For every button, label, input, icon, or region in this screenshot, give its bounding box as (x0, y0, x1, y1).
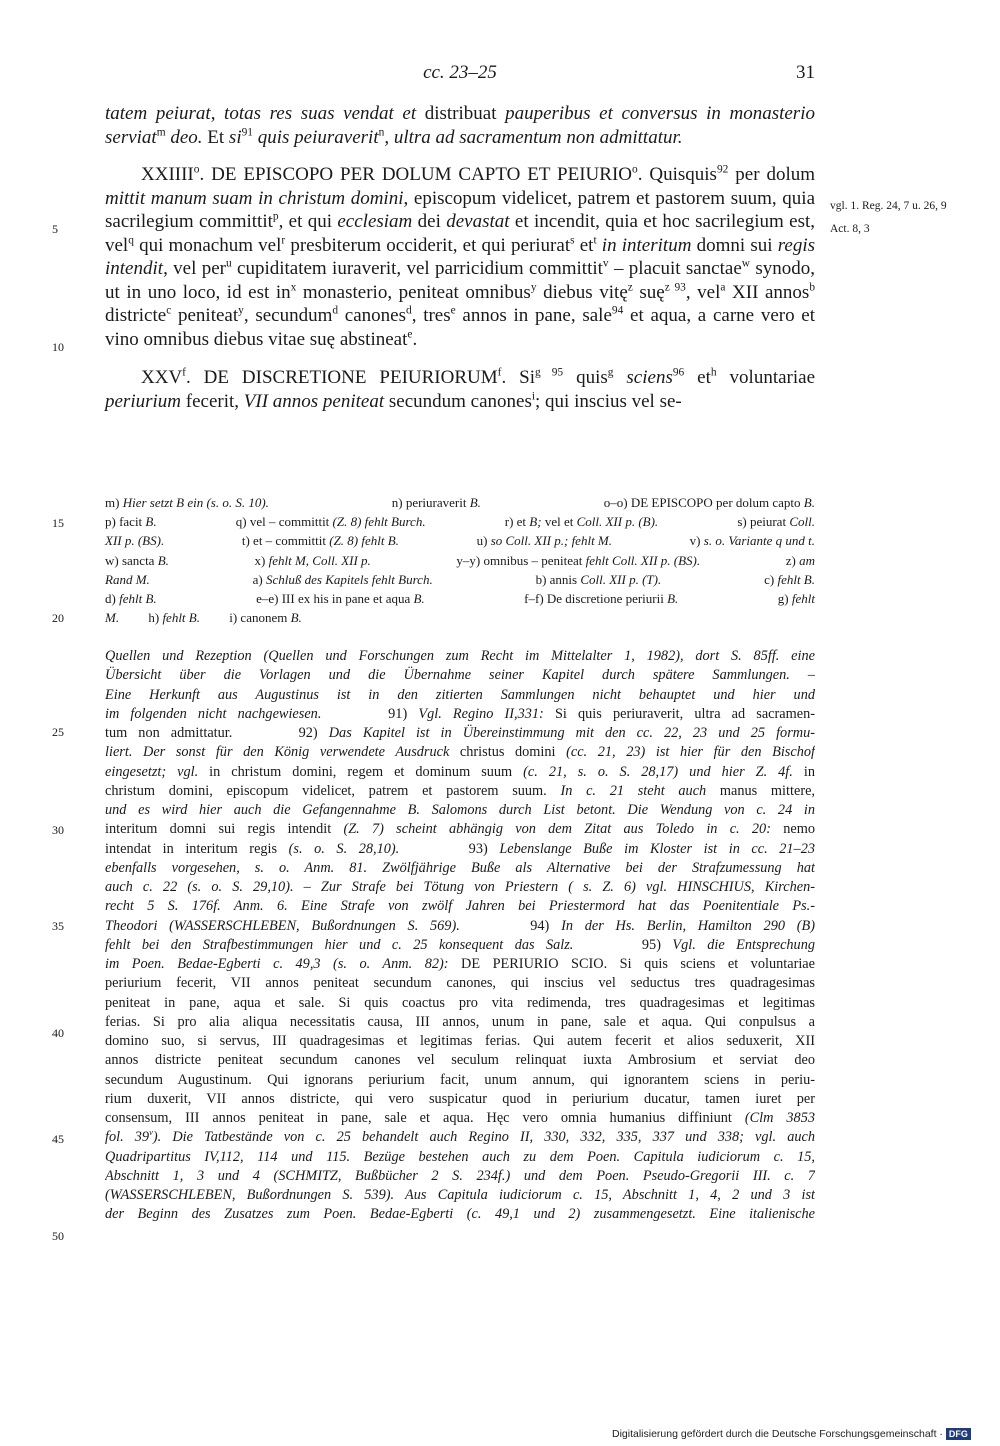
line-number: 50 (52, 1229, 64, 1243)
dfg-footer (612, 1428, 971, 1440)
note-line: Quellen und Rezeption (Quellen und Forschungen zum Recht im Mittelalter 1, 1982), dort S. 85ff. eine (105, 648, 815, 664)
line-number: 45 (52, 1132, 64, 1146)
note-line: ferias. Si pro alia aliqua necessitatis causa, III annos, unum in pane, sale et aqua. Qui conpulsus a (105, 1013, 815, 1030)
note-line: recht 5 S. 176f. Anm. 6. Eine Strafe von zwölf Jahren bei Priestermord hat das Poenitentiale Ps.- (105, 898, 815, 915)
note-line: intendat in interitum regis (s. o. S. 28,10). 93) Lebenslange Buße im Kloster ist in cc. 21–23 (105, 840, 815, 857)
critical-apparatus (105, 493, 815, 627)
note-line: consensum, III annos peniteat in pane, sale et aqua. Hęc vero omnia humanius diffiniunt (Clm 3853 (105, 1110, 815, 1126)
page-number: 31 (796, 62, 815, 83)
apparatus-entry: t) et – committit (Z. 8) fehlt B. (241, 533, 399, 549)
apparatus-entry: g) fehlt (777, 591, 815, 607)
line-number: 5 (52, 222, 58, 236)
main-text (105, 102, 815, 413)
apparatus-entry: z) am (785, 552, 815, 568)
apparatus-entry: M. h) fehlt B. i) canonem B. (105, 610, 302, 626)
apparatus-entry: a) Schluß des Kapitels fehlt Burch. (252, 571, 433, 587)
note-line: periurium fecerit, VII annos peniteat secundum canones, qui inscius vel seductus tres quadragesimas (105, 975, 815, 992)
dfg-logo: DFG (946, 1428, 971, 1440)
note-line: peniteat in pane, aqua et sale. Si quis coactus pro vita redimenda, tres quadragesimas et legitimas (105, 994, 815, 1011)
line-number: 15 (52, 516, 64, 530)
apparatus-entry: r) et B; vel et Coll. XII p. (B). (504, 514, 659, 530)
commentary-notes (105, 647, 815, 1225)
note-line: Eine Herkunft aus Augustinus ist in den zitierten Sammlungen nicht behauptet und hier und (105, 686, 815, 703)
note-line: secundum Augustinum. Qui ignorans periurium facit, unum annum, qui ignorantem sciens in periu- (105, 1071, 815, 1088)
line-number: 30 (52, 823, 64, 837)
apparatus-entry: Rand M. (105, 571, 150, 587)
note-line: liert. Der sonst für den König verwendete Ausdruck christus domini (cc. 21, 23) ist hier für den Bischof (105, 744, 815, 761)
main-paragraph: XXIIII$^o$. DE EPISCOPO PER DOLUM CAPTO ET PEIURIO$^o$. Quisquis$^{92}$ per dolum mittit manum suam in christum domini, episcopum videlicet, patrem et pastorem suum, quia sacrilegium committit$^p$, et qui ecclesiam dei devastat et incendit, quia et hoc sacrilegium est, vel$^q$ qui monachum vel$^r$ presbiterum occiderit, et qui periurat$^s$ $et^t$ in interitum domni sui regis intendit, vel per$^u$ cupiditatem iuraverit, vel parricidium committit$^v$ – placuit sanctae$^w$ synodo, ut in uno loco, id est $in^x$ monasterio, peniteat omnibus$^y$ diebus vitę$^z$ suę$^{z 93}$, vel$^a$ XII annos$^b$ districte$^c$ peniteat$^y$, secundum$^d$ canones$^d$, tres$^e$ annos in pane, sale$^{94}$ et aqua, a carne vero et vino omnibus diebus vitae suę abstineat$^e$. (105, 163, 816, 350)
apparatus-line (105, 589, 815, 608)
note-line: auch c. 22 (s. o. S. 29,10). – Zur Strafe bei Tötung von Priestern ( s. Z. 6) vgl. HINSCHIUS, Kirchen- (105, 879, 815, 895)
apparatus-line (105, 608, 815, 627)
apparatus-line (105, 493, 815, 512)
main-paragraph: tatem peiurat, totas res suas vendat et distribuat pauperibus et conversus in monasterio serviat$^m$ deo. Et $si^{91}$ quis peiuraverit$^n$, ultra ad sacramentum non admittatur. (105, 103, 815, 148)
apparatus-entry: o–o) DE EPISCOPO per dolum capto B. (603, 495, 815, 510)
note-line: christum domini, episcopum videlicet, patrem et pastorem suum. In c. 21 steht auch manus mittere, (105, 782, 815, 799)
apparatus-entry: u) so Coll. XII p.; fehlt M. (476, 533, 613, 549)
line-number: 20 (52, 611, 64, 625)
apparatus-entry: e–e) III ex his in pane et aqua B. (256, 591, 425, 607)
apparatus-entry: y–y) omnibus – peniteat fehlt Coll. XII p. (BS). (456, 552, 701, 568)
note-line: Übersicht über die Vorlagen und die Übernahme seiner Kapitel durch spätere Sammlungen. – (105, 667, 815, 684)
running-head (105, 62, 815, 86)
apparatus-line (105, 551, 815, 570)
note-line: im folgenden nicht nachgewiesen. 91) Vgl. Regino II,331: Si quis periuraverit, ultra ad sacramen- (105, 705, 815, 722)
note-line: ebenfalls vorgesehen, s. o. Anm. 81. Zwölfjährige Buße als Alternative bei der Strafzumessung hat (105, 859, 815, 876)
apparatus-line (105, 512, 815, 531)
apparatus-entry: s) peiurat Coll. (737, 514, 815, 530)
running-head-title: cc. 23–25 (423, 62, 497, 83)
note-line: fehlt bei den Strafbestimmungen hier und c. 25 konsequent das Salz. 95) Vgl. die Entsprechung (105, 936, 815, 953)
line-number: 35 (52, 919, 64, 933)
note-line: Abschnitt 1, 3 und 4 (SCHMITZ, Bußbücher 2 S. 234f.) und dem Poen. Pseudo-Gregorii III. c. 7 (105, 1167, 815, 1184)
apparatus-entry: d) fehlt B. (105, 591, 157, 607)
line-number: 10 (52, 340, 64, 354)
note-line: fol. 39$^v$). Die Tatbestände von c. 25 behandelt auch Regino II, 330, 332, 335, 337 und 338; vgl. auch (105, 1128, 815, 1146)
note-line: der Beginn des Zusatzes zum Poen. Bedae-Egberti (c. 49,1 und 2) zusammengesetzt. Eine italienische (105, 1206, 815, 1223)
margin-reference: vgl. 1. Reg. 24, 7 u. 26, 9 (830, 200, 947, 212)
apparatus-entry: v) s. o. Variante q und t. (689, 533, 815, 549)
apparatus-entry: n) periuraverit B. (391, 495, 481, 510)
footer-text: Digitalisierung gefördert durch die Deutsche Forschungsgemeinschaft · (612, 1428, 943, 1440)
apparatus-entry: b) annis Coll. XII p. (T). (535, 571, 662, 587)
apparatus-line (105, 570, 815, 589)
apparatus-entry: m) Hier setzt B ein (s. o. S. 10). (105, 495, 269, 510)
note-line: domino suo, si servus, III quadragesimas et legitimas ferias. Qui autem fecerit et alios seduxerit, XII (105, 1033, 815, 1049)
note-line: (WASSERSCHLEBEN, Bußordnungen S. 539). Aus Capitula iudiciorum c. 15, Abschnitt 1, 4, 2 und 3 ist (105, 1187, 815, 1203)
note-line: im Poen. Bedae-Egberti c. 49,3 (s. o. Anm. 82): DE PERIURIO SCIO. Si quis sciens et voluntariae (105, 956, 815, 972)
note-line: annos districte peniteat secundum canones vel seculum relinquat iuxta Ambrosium et serviat deo (105, 1052, 815, 1069)
apparatus-entry: f–f) De discretione periurii B. (524, 591, 679, 607)
apparatus-entry: w) sancta B. (105, 552, 169, 568)
note-line: Quadripartitus IV,112, 114 und 115. Bezüge bestehen auch zu dem Poen. Capitula iudiciorum c. 15, (105, 1148, 815, 1165)
note-line: eingesetzt; vgl. in christum domini, regem et dominum suum (c. 21, s. o. S. 28,17) und hier Z. 4f. in (105, 763, 815, 780)
apparatus-entry: XII p. (BS). (105, 533, 165, 549)
line-number: 40 (52, 1026, 64, 1040)
note-line: und es wird hier auch die Gefangennahme B. Salomons durch List betont. Die Wendung von c. 24 in (105, 802, 815, 818)
note-line: rium duxerit, VII annos districte, qui vero suspicatur quod in periurium ducatur, tamen iuret per (105, 1090, 815, 1107)
apparatus-entry: q) vel – committit (Z. 8) fehlt Burch. (235, 514, 426, 530)
note-line: Theodori (WASSERSCHLEBEN, Bußordnungen S. 569). 94) In der Hs. Berlin, Hamilton 290 (B) (105, 917, 815, 934)
apparatus-entry: c) fehlt B. (764, 571, 815, 587)
main-paragraph: XXV$^f$. DE DISCRETIONE PEIURIORUM$^f$. $Si^{g 95}$ quis$^g$ sciens$^{96}$ $et^h$ voluntariae periurium fecerit, VII annos peniteat secundum canones$^i$; qui inscius vel se- (105, 366, 815, 412)
note-line: interitum domni sui regis intendit (Z. 7) scheint abhängig von dem Zitat aus Toledo in c. 20: nemo (105, 821, 815, 838)
apparatus-entry: x) fehlt M, Coll. XII p. (254, 552, 371, 568)
apparatus-entry: p) facit B. (105, 514, 157, 530)
apparatus-line (105, 531, 815, 550)
margin-reference: Act. 8, 3 (830, 223, 870, 235)
line-number: 25 (52, 725, 64, 739)
note-line: tum non admittatur. 92) Das Kapitel ist in Übereinstimmung mit den cc. 22, 23 und 25 formu- (105, 725, 815, 741)
